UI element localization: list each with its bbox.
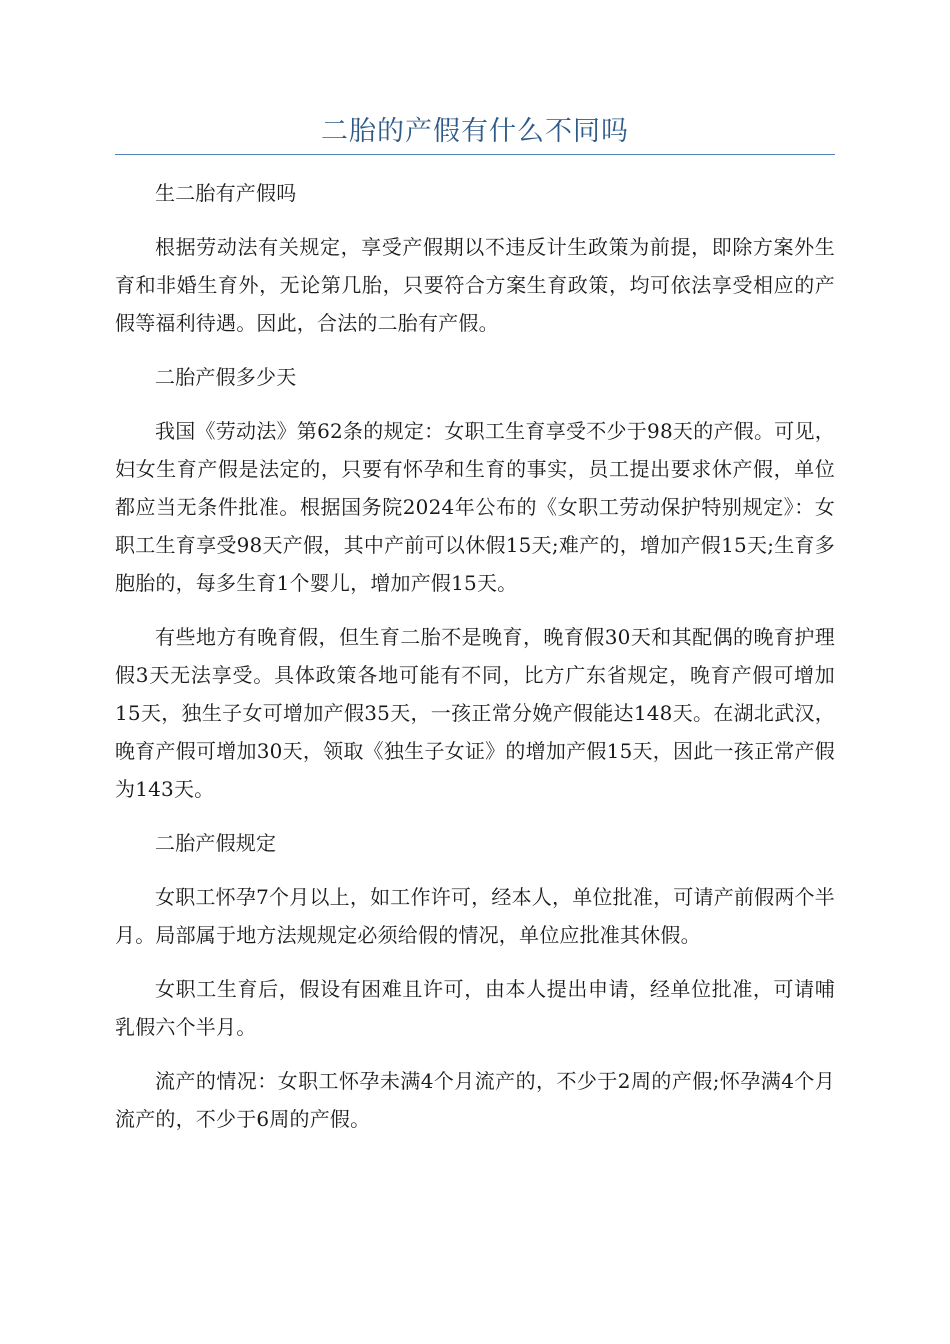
paragraph-nursing-leave: 女职工生育后，假设有困难且许可，由本人提出申请，经单位批准，可请哺乳假六个半月。 <box>115 977 835 1039</box>
paragraph-miscarriage-leave: 流产的情况：女职工怀孕未满4个月流产的，不少于2周的产假;怀孕满4个月流产的，不少于6周的产假。 <box>115 1069 835 1131</box>
document-body <box>115 174 835 1154</box>
section-heading-regulations: 二胎产假规定 <box>155 831 277 855</box>
paragraph-labor-law-98-days: 我国《劳动法》第62条的规定：女职工生育享受不少于98天的产假。可见，妇女生育产假是法定的，只要有怀孕和生育的事实，员工提出要求休产假，单位都应当无条件批准。根据国务院2024年公布的《女职工劳动保护特别规定》：女职工生育享受98天产假，其中产前可以休假15天;难产的，增加产假15天;生育多胞胎的，每多生育1个婴儿，增加产假15天。 <box>115 419 835 595</box>
section-heading-has-leave: 生二胎有产假吗 <box>155 181 297 205</box>
title-underline <box>115 154 835 155</box>
document-title: 二胎的产假有什么不同吗 <box>321 116 629 147</box>
paragraph-late-childbirth-leave: 有些地方有晚育假，但生育二胎不是晚育，晚育假30天和其配偶的晚育护理假3天无法享受。具体政策各地可能有不同，比方广东省规定，晚育产假可增加15天，独生子女可增加产假35天，一孩正常分娩产假能达148天。在湖北武汉，晚育产假可增加30天，领取《独生子女证》的增加产假15天，因此一孩正常产假为143天。 <box>115 625 835 801</box>
paragraph-prenatal-leave: 女职工怀孕7个月以上，如工作许可，经本人，单位批准，可请产前假两个半月。局部属于地方法规规定必须给假的情况，单位应批准其休假。 <box>115 885 835 947</box>
section-heading-how-many-days: 二胎产假多少天 <box>155 365 297 389</box>
paragraph-legal-basis: 根据劳动法有关规定，享受产假期以不违反计生政策为前提，即除方案外生育和非婚生育外，无论第几胎，只要符合方案生育政策，均可依法享受相应的产假等福利待遇。因此，合法的二胎有产假。 <box>115 235 835 335</box>
